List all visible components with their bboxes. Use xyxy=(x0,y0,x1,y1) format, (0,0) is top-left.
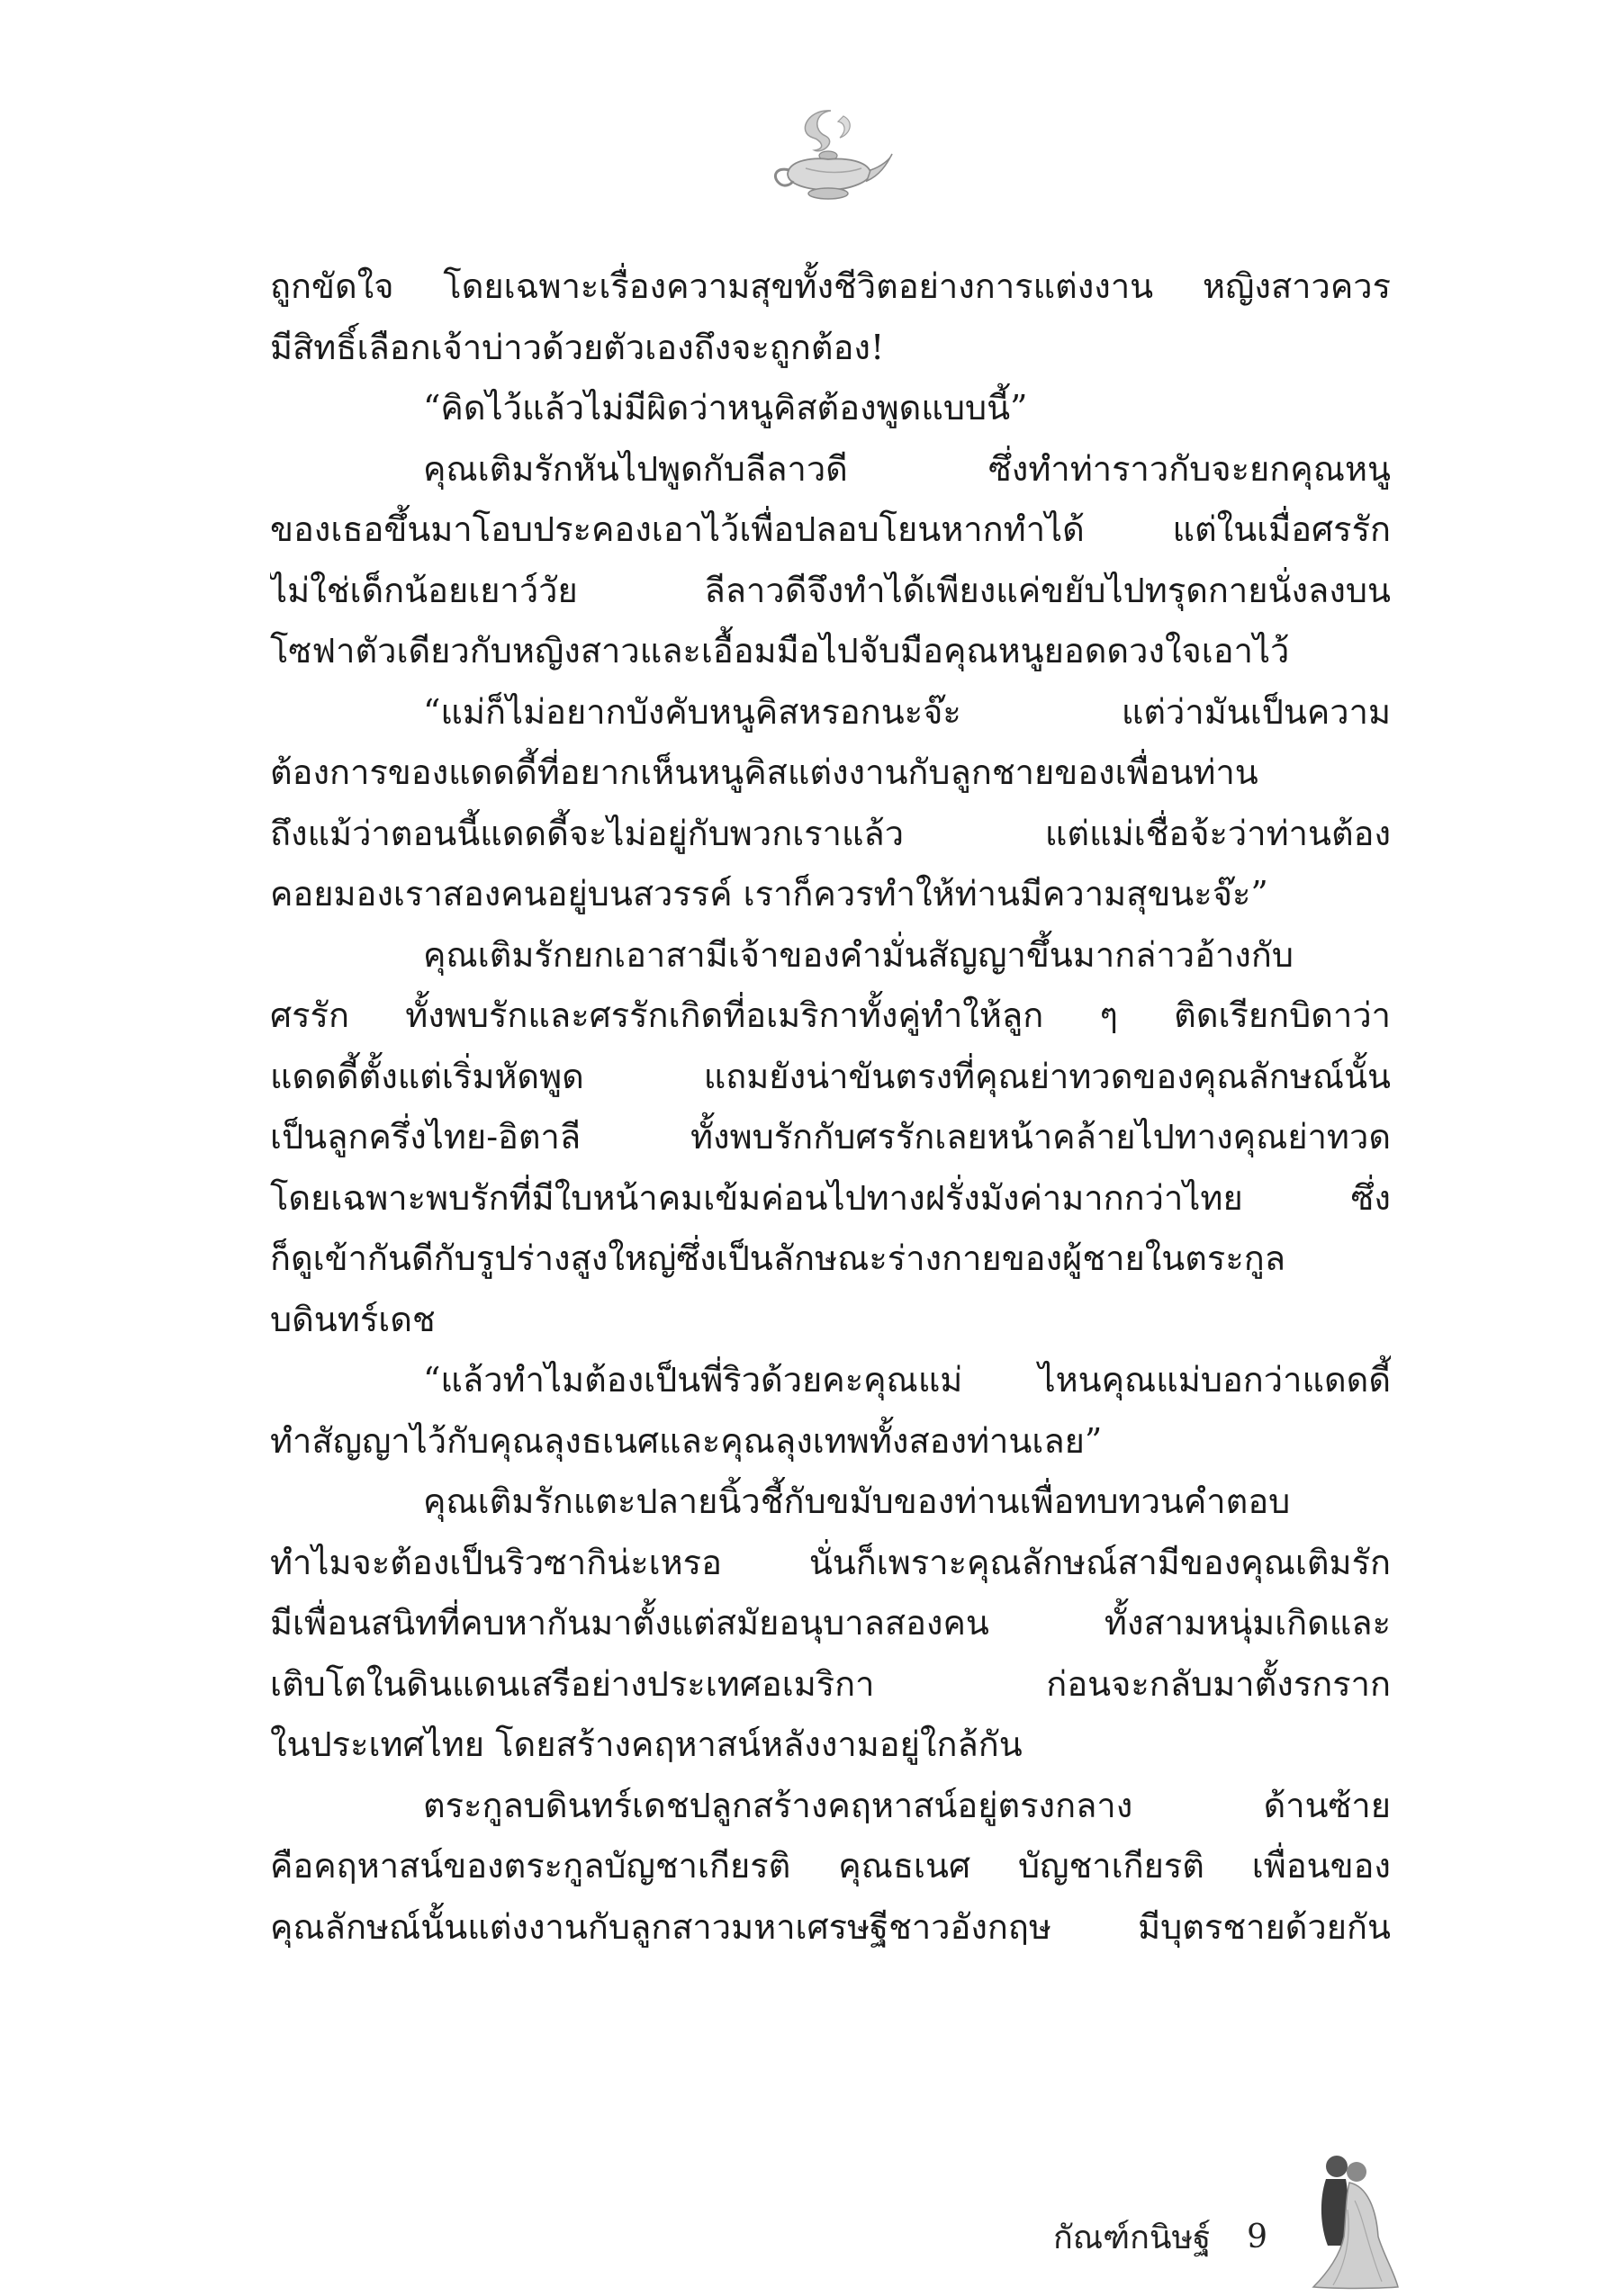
text-line: ทำสัญญาไว้กับคุณลุงธเนศและคุณลุงเทพทั้งสองท่านเลย” xyxy=(270,1420,1103,1461)
text-line: ต้องการของแดดดี้ที่อยากเห็นหนูคิสแต่งงานกับลูกชายของเพื่อนท่าน xyxy=(270,752,1258,792)
text-line: ศรรัก ทั้งพบรักและศรรักเกิดที่อเมริกาทั้งคู่ทำให้ลูก ๆ ติดเรียกบิดาว่า xyxy=(270,995,1391,1035)
page-footer xyxy=(1053,2210,1267,2264)
text-line: มีสิทธิ์เลือกเจ้าบ่าวด้วยตัวเองถึงจะถูกต้อง! xyxy=(270,327,885,367)
text-line: ถึงแม้ว่าตอนนี้แดดดี้จะไม่อยู่กับพวกเราแล้ว แต่แม่เชื่อจ้ะว่าท่านต้อง xyxy=(270,813,1391,853)
text-line: เป็นลูกครึ่งไทย-อิตาลี ทั้งพบรักกับศรรักเลยหน้าคล้ายไปทางคุณย่าทวด xyxy=(270,1117,1391,1157)
text-line: บดินทร์เดช xyxy=(270,1299,436,1339)
text-line: ก็ดูเข้ากันดีกับรูปร่างสูงใหญ่ซึ่งเป็นลักษณะร่างกายของผู้ชายในตระกูล xyxy=(270,1238,1286,1278)
body-text xyxy=(270,257,1391,1958)
text-line: โซฟาตัวเดียวกับหญิงสาวและเอื้อมมือไปจับมือคุณหนูยอดดวงใจเอาไว้ xyxy=(270,631,1290,671)
text-line: ถูกขัดใจ โดยเฉพาะเรื่องความสุขทั้งชีวิตอย่างการแต่งงาน หญิงสาวควร xyxy=(270,266,1391,306)
bride-groom-icon xyxy=(1301,2147,1400,2291)
text-line: คุณลักษณ์นั้นแต่งงานกับลูกสาวมหาเศรษฐีชาวอังกฤษ มีบุตรชายด้วยกัน xyxy=(270,1906,1391,1947)
text-line: คุณเติมรักหันไปพูดกับลีลาวดี ซึ่งทำท่าราวกับจะยกคุณหนู xyxy=(423,448,1391,489)
text-line: แดดดี้ตั้งแต่เริ่มหัดพูด แถมยังน่าขันตรงที่คุณย่าทวดของคุณลักษณ์นั้น xyxy=(270,1056,1391,1096)
text-line: “แล้วทำไมต้องเป็นพี่ริวด้วยคะคุณแม่ ไหนคุณแม่บอกว่าแดดดี้ xyxy=(423,1360,1391,1400)
text-line: “แม่ก็ไม่อยากบังคับหนูคิสหรอกนะจ๊ะ แต่ว่ามันเป็นความ xyxy=(423,691,1391,732)
text-line: ของเธอขึ้นมาโอบประคองเอาไว้เพื่อปลอบโยนหากทำได้ แต่ในเมื่อศรรัก xyxy=(270,509,1391,549)
text-line: ในประเทศไทย โดยสร้างคฤหาสน์หลังงามอยู่ใกล้กัน xyxy=(270,1724,1023,1764)
text-line: ไม่ใช่เด็กน้อยเยาว์วัย ลีลาวดีจึงทำได้เพียงแค่ขยับไปทรุดกายนั่งลงบน xyxy=(270,570,1391,610)
text-line: คุณเติมรักแตะปลายนิ้วชี้กับขมับของท่านเพื่อทบทวนคำตอบ xyxy=(423,1481,1291,1521)
text-line: คุณเติมรักยกเอาสามีเจ้าของคำมั่นสัญญาขึ้นมากล่าวอ้างกับ xyxy=(423,934,1294,975)
genie-lamp-icon xyxy=(761,104,896,212)
text-line: มีเพื่อนสนิทที่คบหากันมาตั้งแต่สมัยอนุบาลสองคน ทั้งสามหนุ่มเกิดและ xyxy=(270,1603,1391,1643)
page-number: 9 xyxy=(1247,2218,1267,2255)
text-line: เติบโตในดินแดนเสรีอย่างประเทศอเมริกา ก่อนจะกลับมาตั้งรกราก xyxy=(270,1663,1391,1704)
text-line: “คิดไว้แล้วไม่มีผิดว่าหนูคิสต้องพูดแบบนี้” xyxy=(423,388,1028,428)
text-line: คอยมองเราสองคนอยู่บนสวรรค์ เราก็ควรทำให้ท่านมีความสุขนะจ๊ะ” xyxy=(270,874,1268,914)
text-line: ตระกูลบดินทร์เดชปลูกสร้างคฤหาสน์อยู่ตรงกลาง ด้านซ้าย xyxy=(423,1785,1391,1825)
book-title: กัณฑ์กนิษฐ์ xyxy=(1053,2219,1212,2256)
text-line: โดยเฉพาะพบรักที่มีใบหน้าคมเข้มค่อนไปทางฝรั่งมังค่ามากกว่าไทย ซึ่ง xyxy=(270,1177,1391,1218)
text-line: คือคฤหาสน์ของตระกูลบัญชาเกียรติ คุณธเนศ บัญชาเกียรติ เพื่อนของ xyxy=(270,1846,1391,1886)
text-line: ทำไมจะต้องเป็นริวซากิน่ะเหรอ นั่นก็เพราะคุณลักษณ์สามีของคุณเติมรัก xyxy=(270,1542,1391,1582)
